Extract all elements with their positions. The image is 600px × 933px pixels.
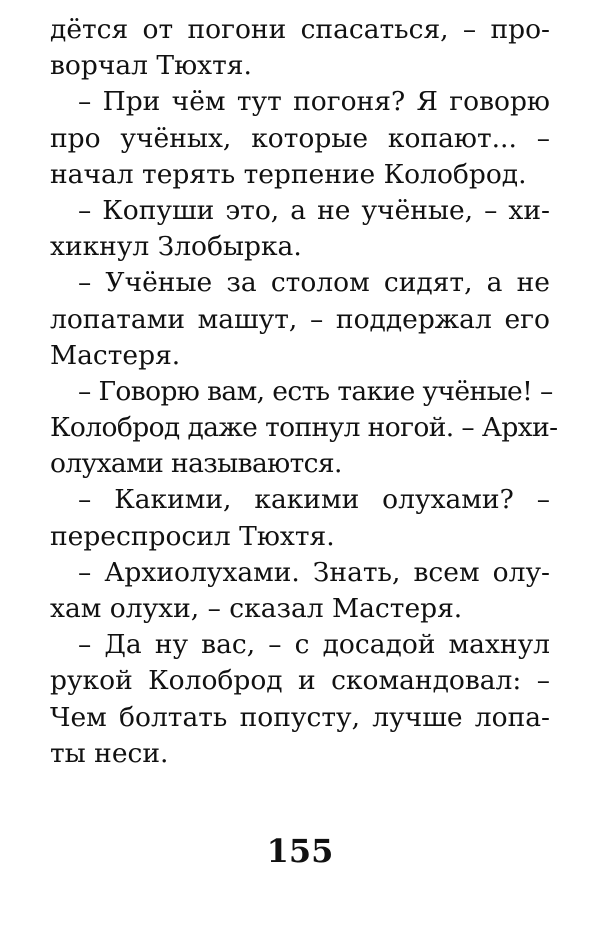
text-line: рукой Колоброд и скомандовал: – bbox=[50, 665, 550, 697]
text-line: лопатами машут, – поддержал его bbox=[50, 303, 550, 335]
text-line: Мастеря. bbox=[50, 339, 181, 371]
text-line: – Архиолухами. Знать, всем олу- bbox=[78, 556, 550, 588]
text-line: олухами называются. bbox=[50, 448, 342, 480]
text-line: ворчал Тюхтя. bbox=[50, 50, 252, 82]
page-text bbox=[50, 12, 558, 772]
text-line: – Учёные за столом сидят, а не bbox=[78, 267, 550, 299]
text-line: начал терять терпение Колоброд. bbox=[50, 158, 527, 190]
text-line: – При чём тут погоня? Я говорю bbox=[78, 86, 550, 118]
text-line: переспросил Тюхтя. bbox=[50, 520, 335, 552]
text-line: – Да ну вас, – с досадой махнул bbox=[78, 629, 550, 661]
text-line: ты неси. bbox=[50, 737, 169, 769]
text-line: дётся от погони спасаться, – про- bbox=[50, 14, 550, 45]
text-line: Колоброд даже топнул ногой. – Архи- bbox=[50, 412, 558, 444]
page-number: 155 bbox=[266, 832, 334, 870]
text-line: про учёных, которые копают... – bbox=[50, 122, 550, 154]
text-line: – Копуши это, а не учёные, – хи- bbox=[78, 194, 550, 226]
text-line: – Говорю вам, есть такие учёные! – bbox=[78, 375, 553, 407]
text-line: Чем болтать попусту, лучше лопа- bbox=[50, 701, 550, 733]
text-line: хикнул Злобырка. bbox=[50, 231, 302, 263]
text-line: – Какими, какими олухами? – bbox=[78, 484, 550, 516]
text-line: хам олухи, – сказал Мастеря. bbox=[50, 593, 463, 624]
